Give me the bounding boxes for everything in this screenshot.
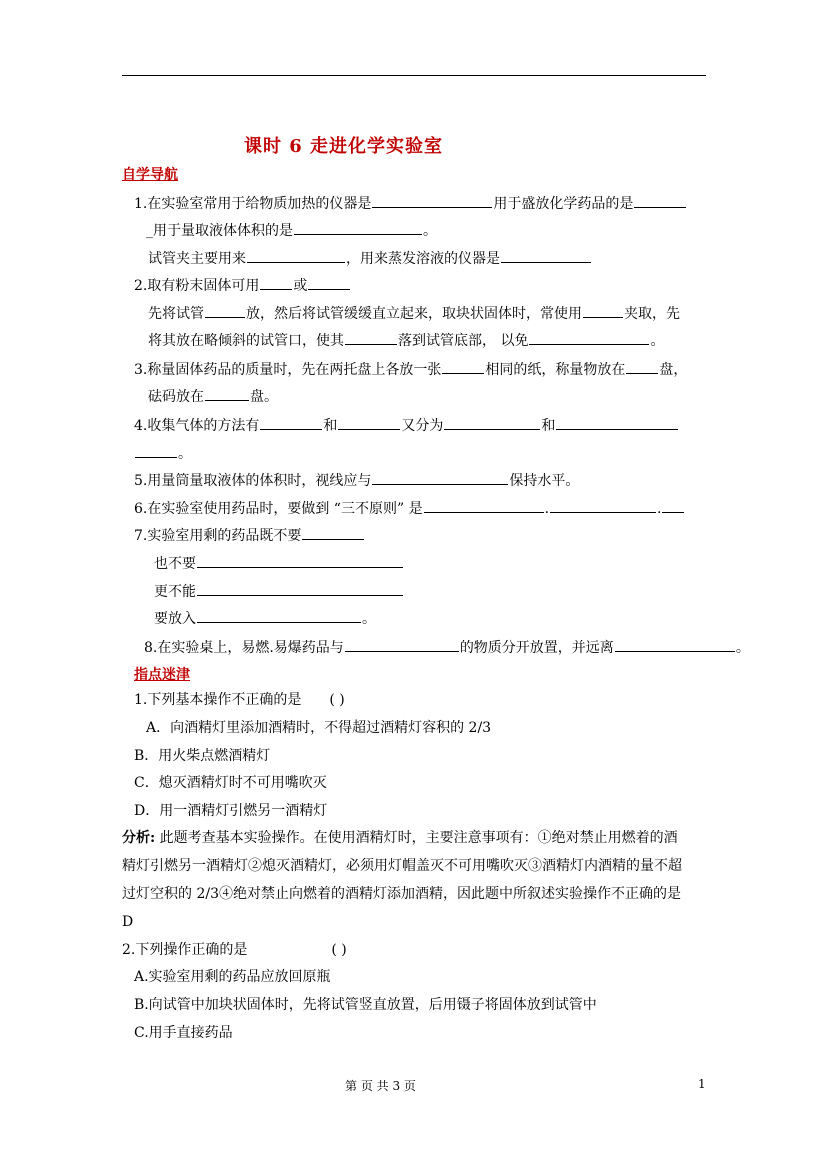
footer-page-number: 1 (698, 1077, 706, 1091)
q4-text-c: 又分为 (401, 418, 444, 434)
q6-text-c: . (657, 501, 662, 517)
q1-line1 (134, 192, 687, 213)
blank (372, 192, 492, 208)
mc2-option-c: C.用手直接药品 (134, 1025, 233, 1041)
q2-text-e: 夹取，先 (624, 306, 680, 322)
q1-text-e: 试管夹主要用来 (148, 251, 246, 267)
q3-line2 (148, 385, 278, 406)
blank (501, 247, 591, 263)
blank (442, 358, 484, 374)
blank (205, 385, 249, 401)
q8-text-a: 8.在实验桌上，易燃.易爆药品与 (144, 640, 344, 656)
mc2-stem-text: 2.下列操作正确的是 (122, 942, 248, 958)
q7-text-e: 。 (362, 611, 376, 627)
blank (424, 497, 544, 513)
q4-text-a: 4.收集气体的方法有 (134, 418, 260, 434)
blank (444, 414, 540, 430)
blank (338, 414, 400, 430)
blank (294, 219, 422, 235)
q2-text-f: 将其放在略倾斜的试管口，使其 (148, 333, 344, 349)
q1-text-d: 。 (423, 223, 437, 239)
q5-text-a: 5.用量筒量取液体的体积时，视线应与 (134, 473, 372, 489)
q2-text-g: 落到试管底部， 以免 (398, 333, 529, 349)
q6-text-b: . (544, 501, 550, 517)
q1-line3 (148, 247, 592, 268)
blank (662, 497, 684, 513)
mc1-option-a: A．向酒精灯里添加酒精时，不得超过酒精灯容积的 2/3 (146, 720, 492, 736)
q7-line3 (154, 580, 404, 601)
analysis-line3: 过灯空积的 2/3④绝对禁止向燃着的酒精灯添加酒精，因此题中所叙述实验操作不正确的是 (122, 886, 681, 902)
blank (205, 302, 245, 318)
mc1-stem (134, 691, 345, 709)
q1-text-a: 1.在实验室常用于给物质加热的仪器是 (134, 196, 372, 212)
header-rule (122, 75, 706, 76)
blank (260, 274, 292, 290)
q4-text-e: 。 (178, 446, 192, 462)
mc1-answer-paren: ( ) (329, 692, 345, 708)
q7-line2 (154, 552, 404, 573)
q3-text-a: 3.称量固体药品的质量时，先在两托盘上各放一张 (134, 362, 442, 378)
mc1-option-c: C．熄灭酒精灯时不可用嘴吹灭 (134, 775, 327, 791)
mc1-option-b: B．用火柴点燃酒精灯 (134, 748, 271, 764)
blank (372, 469, 508, 485)
blank (345, 329, 397, 345)
q2-line1 (134, 274, 351, 295)
q2-line2 (148, 302, 680, 323)
blank (583, 302, 623, 318)
q2-text-d: 放，然后将试管缓缓直立起来，取块状固体时，常使用 (246, 306, 582, 322)
blank (197, 607, 361, 623)
q7-text-a: 7.实验室用剩的药品既不要 (134, 528, 302, 544)
blank (615, 636, 735, 652)
section-heading-guide: 指点迷津 (134, 667, 190, 683)
mc2-option-b: B.向试管中加块状固体时，先将试管竖直放置，后用镊子将固体放到试管中 (134, 997, 597, 1013)
blank (345, 636, 459, 652)
mc2-stem (122, 941, 347, 959)
q1-line2 (146, 219, 437, 240)
q2-line3 (148, 329, 664, 350)
q2-text-h: 。 (650, 333, 665, 349)
q7-line4 (154, 607, 376, 628)
footer-page-info: 第 页 共 3 页 (345, 1079, 416, 1093)
blank (197, 580, 403, 596)
q4-line1 (134, 414, 679, 435)
q3-text-d: 砝码放在 (148, 389, 204, 405)
q6-line (134, 497, 685, 518)
q7-text-b: 也不要 (154, 556, 196, 572)
mc2-answer-paren: ( ) (331, 942, 347, 958)
blank (197, 552, 403, 568)
section-heading-self-study: 自学导航 (122, 167, 178, 183)
blank (529, 329, 649, 345)
q7-line1 (134, 524, 365, 545)
mc2-option-a: A.实验室用剩的药品应放回原瓶 (134, 969, 331, 985)
mc1-stem-text: 1.下列基本操作不正确的是 (134, 692, 302, 708)
q8-text-b: 的物质分开放置，并远离 (459, 640, 614, 656)
blank (634, 192, 686, 208)
analysis-line4: D (122, 914, 134, 930)
analysis-text-1: 此题考查基本实验操作。在使用酒精灯时，主要注意事项有：①绝对禁止用燃着的酒 (155, 830, 678, 846)
mc1-option-d: D．用一酒精灯引燃另一酒精灯 (134, 803, 328, 819)
q5-line (134, 469, 579, 490)
blank (556, 414, 678, 430)
q7-text-d: 要放入 (154, 611, 196, 627)
analysis-label: 分析: (122, 830, 156, 846)
q4-text-d: 和 (541, 418, 556, 434)
q8-line (144, 636, 750, 657)
q5-text-b: 保持水平。 (509, 473, 580, 489)
page-title: 课时 6 走进化学实验室 (244, 136, 444, 157)
q2-text-b: 或 (293, 278, 308, 294)
q3-text-c: 盘， (659, 362, 688, 378)
q3-text-b: 相同的纸，称量物放在 (485, 362, 626, 378)
q7-text-c: 更不能 (154, 584, 196, 600)
q3-line1 (134, 358, 687, 379)
blank (247, 247, 345, 263)
blank (626, 358, 658, 374)
q1-text-b: 用于盛放化学药品的是 (493, 196, 634, 212)
q1-text-f: ，用来蒸发溶液的仪器是 (346, 251, 500, 267)
blank (550, 497, 656, 513)
q2-text-c: 先将试管 (148, 306, 204, 322)
q4-text-b: 和 (323, 418, 338, 434)
q1-text-c: _用于量取液体体积的是 (146, 223, 293, 239)
q4-line2 (134, 442, 192, 463)
q8-text-c: 。 (735, 640, 750, 656)
analysis-line2: 精灯引燃另一酒精灯②熄灭酒精灯，必须用灯帽盖灭不可用嘴吹灭③酒精灯内酒精的量不超 (122, 858, 682, 874)
q3-text-e: 盘。 (250, 389, 278, 405)
analysis-line1 (122, 829, 678, 847)
q6-text-a: 6.在实验室使用药品时，要做到 “三不原则” 是 (134, 501, 423, 517)
blank (308, 274, 350, 290)
blank (135, 442, 177, 458)
blank (302, 524, 364, 540)
blank (260, 414, 322, 430)
q2-text-a: 2.取有粉末固体可用 (134, 278, 260, 294)
